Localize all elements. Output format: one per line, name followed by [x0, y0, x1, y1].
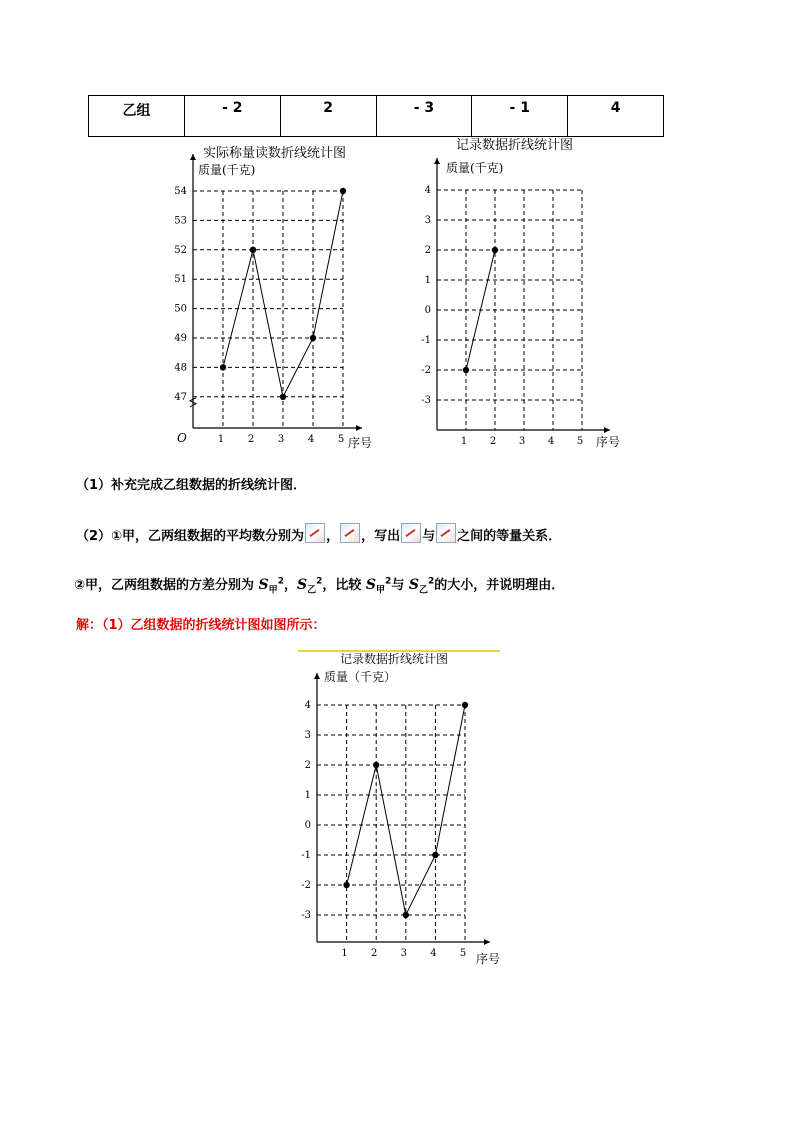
y-tick-label: -2 [421, 365, 431, 376]
y-tick-label: 0 [304, 820, 311, 831]
data-point [250, 247, 256, 253]
formula-image-icon [436, 523, 456, 543]
data-point [492, 247, 498, 253]
y-tick-label: 48 [174, 362, 187, 374]
recorded-data-line-chart-incomplete [420, 132, 640, 455]
x-tick-label: 5 [576, 436, 584, 447]
x-axis-arrow [484, 939, 490, 945]
axis-break-mark [190, 398, 196, 407]
x-axis-label: 序号 [348, 436, 373, 450]
x-tick-label: 1 [341, 948, 348, 959]
y-tick-label: -3 [301, 910, 311, 921]
origin-label: O [177, 431, 187, 445]
data-point [403, 912, 409, 918]
table-cell: - 3 [376, 96, 472, 137]
data-table [88, 95, 664, 137]
data-point [343, 882, 349, 888]
x-tick-label: 4 [547, 436, 555, 447]
recorded-data-line-chart-complete [290, 645, 520, 970]
x-axis-arrow [604, 427, 610, 433]
table-cell: - 1 [472, 96, 568, 137]
y-tick-label: 51 [174, 274, 187, 286]
y-axis-label: 质量(千克) [446, 161, 504, 175]
x-tick-label: 4 [307, 434, 315, 445]
question-2-part-2: ②甲，乙两组数据的方差分别为 $S_甲^2$，$S_乙^2$，比较 $S_甲^2$与 $S_乙^2$的大小，并说明理由． [74, 576, 565, 596]
y-tick-label: 2 [424, 245, 431, 256]
table-cell: - 2 [184, 96, 280, 137]
x-tick-label: 2 [489, 436, 497, 447]
y-tick-label: 0 [424, 305, 431, 316]
y-tick-label: 49 [174, 333, 187, 344]
data-point [462, 702, 468, 708]
y-tick-label: 47 [174, 391, 187, 403]
y-tick-label: 1 [424, 275, 431, 286]
x-tick-label: 5 [459, 948, 467, 959]
x-tick-label: 4 [430, 948, 437, 959]
formula-image-icon [401, 523, 421, 543]
y-axis-arrow [190, 154, 196, 160]
y-axis-label: 质量(千克) [198, 163, 256, 177]
y-tick-label: 53 [174, 215, 187, 227]
y-axis-arrow [314, 673, 320, 679]
y-tick-label: 50 [174, 303, 187, 315]
data-point [220, 364, 226, 370]
chart-title: 记录数据折线统计图 [340, 652, 449, 666]
formula-image-icon [305, 523, 325, 543]
x-axis-label: 序号 [476, 952, 501, 966]
y-tick-label: -2 [301, 880, 311, 891]
y-tick-label: 54 [174, 186, 187, 197]
x-axis-label: 序号 [596, 435, 621, 449]
data-point [463, 367, 469, 373]
data-point [373, 762, 379, 768]
question-1: （1）补充完成乙组数据的折线统计图． [76, 478, 307, 493]
data-point [280, 394, 286, 400]
x-tick-label: 3 [518, 436, 526, 447]
data-point [310, 335, 316, 341]
data-point [432, 852, 438, 858]
table-cell: 乙组 [89, 96, 185, 137]
x-tick-label: 3 [277, 434, 285, 445]
table-row [89, 96, 664, 137]
x-axis-arrow [356, 425, 362, 431]
data-point [340, 188, 346, 194]
chart-title: 实际称量读数折线统计图 [203, 146, 347, 161]
x-tick-label: 1 [460, 436, 468, 447]
y-tick-label: 3 [424, 215, 431, 226]
chart-title: 记录数据折线统计图 [456, 138, 574, 153]
x-tick-label: 5 [337, 434, 345, 445]
answer-text: 解：（1）乙组数据的折线统计图如图所示： [76, 618, 326, 633]
table-cell: 2 [280, 96, 376, 137]
y-tick-label: 2 [304, 760, 311, 771]
y-tick-label: 4 [304, 700, 311, 711]
y-tick-label: 4 [424, 185, 431, 196]
table-cell: 4 [568, 96, 664, 137]
y-tick-label: 3 [304, 730, 311, 741]
y-axis-label: 质量（千克） [324, 670, 397, 684]
x-tick-label: 2 [247, 434, 255, 445]
y-tick-label: 52 [174, 244, 187, 256]
y-tick-label: -1 [421, 335, 431, 346]
formula-image-icon [340, 523, 360, 543]
question-2-part-1: （2）①甲，乙两组数据的平均数分别为 ， ，写出 与 之间的等量关系． [76, 523, 561, 544]
y-tick-label: -1 [301, 850, 311, 861]
y-tick-label: -3 [421, 395, 431, 406]
x-tick-label: 3 [400, 948, 407, 959]
series-line [466, 250, 495, 370]
x-tick-label: 2 [371, 948, 378, 959]
y-axis-arrow [434, 158, 440, 164]
actual-weight-line-chart [170, 140, 390, 455]
y-tick-label: 1 [304, 790, 311, 801]
x-tick-label: 1 [217, 434, 225, 445]
